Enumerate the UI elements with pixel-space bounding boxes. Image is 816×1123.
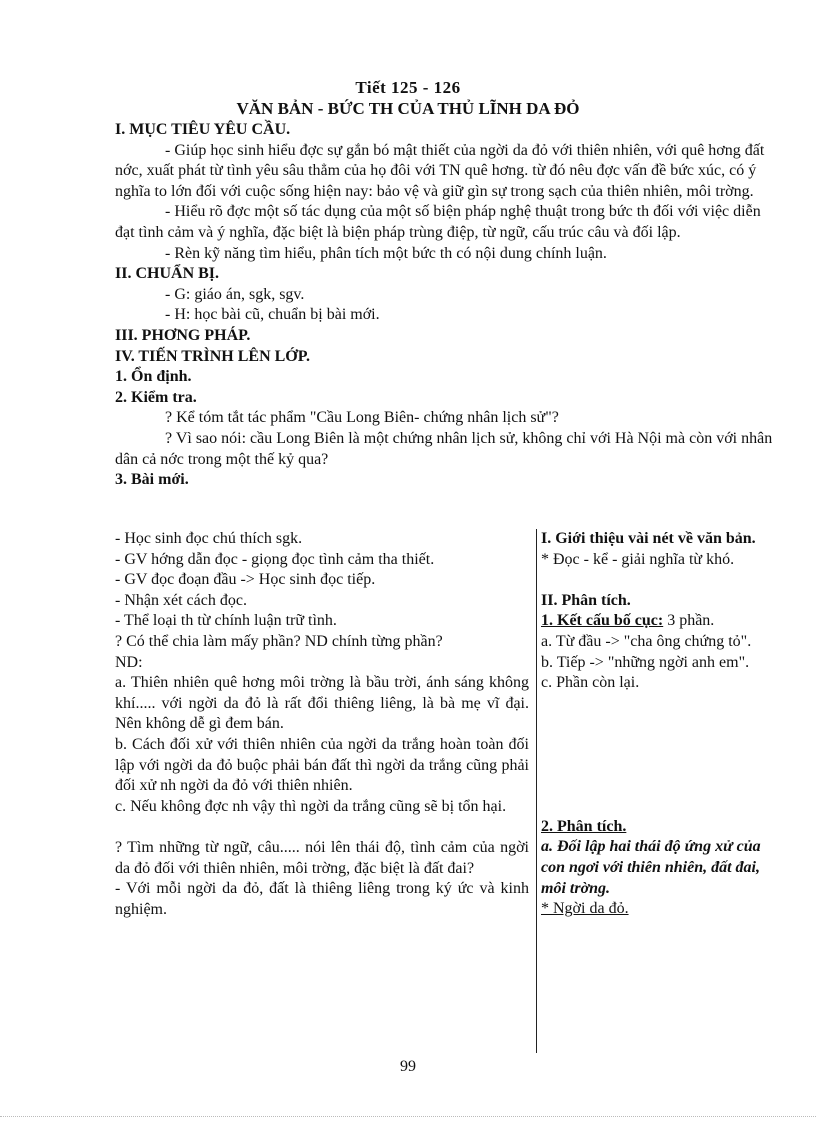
left-line: b. Cách đối xử với thiên nhiên của ngời da trắng hoàn toàn đối lập với ngời da đỏ buộc phải bán đất thì ngời da trắng cũng phải đối xử nh ngời da đỏ với thiên nhiên. — [115, 735, 529, 795]
right-line: * Ngời da đỏ. — [541, 900, 629, 918]
column-divider — [536, 529, 537, 1053]
right-line: c. Phần còn lại. — [541, 674, 640, 692]
document-body — [115, 120, 775, 491]
section-heading: I. MỤC TIÊU YÊU CẦU. — [115, 121, 291, 138]
question: ? Kể tóm tắt tác phẩm "Cầu Long Biên- chứng nhân lịch sử"? — [165, 409, 559, 427]
list-item: - G: giáo án, sgk, sgv. — [165, 285, 305, 303]
left-line: ? Tìm những từ ngữ, câu..... nói lên thái độ, tình cảm của ngời da đỏ đối với thiên nhiên, môi trờng, đặc biệt là đất đai? — [115, 838, 529, 877]
document-title: VĂN BẢN - BỨC TH CỦA THỦ LĨNH DA ĐỎ — [236, 99, 580, 118]
paragraph: - Hiểu rõ đợc một số tác dụng của một số biện pháp nghệ thuật trong bức th đối với việc diễn đạt tình cảm và ý nghĩa, đặc biệt là biện pháp trùng điệp, từ ngữ, cấu trúc câu và đối lập. — [115, 203, 761, 241]
right-line: b. Tiếp -> "những ngời anh em". — [541, 653, 750, 671]
paragraph: - Rèn kỹ năng tìm hiểu, phân tích một bức th có nội dung chính luận. — [165, 244, 607, 262]
structure-note: 3 phần. — [663, 612, 715, 630]
right-line: a. Từ đầu -> "cha ông chứng tỏ". — [541, 632, 752, 650]
subsection-heading: 2. Kiểm tra. — [115, 388, 197, 406]
section-heading: IV. TIẾN TRÌNH LÊN LỚP. — [115, 347, 311, 365]
left-line: - GV đọc đoạn đầu -> Học sinh đọc tiếp. — [115, 571, 376, 589]
page-number: 99 — [400, 1058, 416, 1075]
lesson-number: Tiết 125 - 126 — [355, 78, 461, 97]
spacer — [541, 694, 785, 817]
right-heading: II. Phân tích. — [541, 591, 631, 609]
left-line: - Học sinh đọc chú thích sgk. — [115, 530, 303, 547]
left-line: ND: — [115, 653, 143, 671]
section-heading: III. PHƠNG PHÁP. — [115, 326, 251, 344]
left-line: - Nhận xét cách đọc. — [115, 591, 247, 609]
spacer — [115, 817, 529, 838]
right-line: a. Đối lập hai thái độ ứng xử của con ngơi với thiên nhiên, đất đai, môi trờng. — [541, 838, 761, 897]
left-line: - GV hớng dẫn đọc - giọng đọc tình cảm tha thiết. — [115, 550, 435, 568]
paragraph: - Giúp học sinh hiểu đợc sự gắn bó mật thiết của ngời da đỏ với thiên nhiên, với quê hơng đất nớc, xuất phát từ tình yêu sâu thẳm của họ đôi với TN quê hơng. từ đó nêu đợc vấn đề bức xúc, có ý nghĩa to lớn đối với cuộc sống hiện nay: bảo vệ và giữ gìn sự trong sạch của thiên nhiên, môi trờng. — [115, 141, 765, 200]
left-line: a. Thiên nhiên quê hơng môi trờng là bầu trời, ánh sáng không khí..... với ngời da đỏ là rất đổi thiêng liêng, là bà mẹ vĩ đại. Nên không dễ gì đem bán. — [115, 674, 529, 733]
left-line: - Với mỗi ngời da đỏ, đất là thiêng liêng trong ký ức và kinh nghiệm. — [115, 880, 529, 918]
structure-heading: 1. Kết cấu bố cục: — [541, 612, 664, 630]
subsection-heading: 3. Bài mới. — [115, 471, 189, 489]
two-column-table — [115, 529, 785, 1053]
question: ? Vì sao nói: cầu Long Biên là một chứng nhân lịch sử, không chỉ với Hà Nội mà còn với nhân dân cả nớc trong một thế kỷ qua? — [115, 429, 773, 468]
left-line: c. Nếu không đợc nh vậy thì ngời da trắng cũng sẽ bị tổn hại. — [115, 797, 507, 815]
footer-dotted-line — [0, 1116, 816, 1117]
list-item: - H: học bài cũ, chuẩn bị bài mới. — [165, 306, 380, 324]
spacer — [541, 570, 785, 591]
left-line: ? Có thể chia làm mấy phần? ND chính từng phần? — [115, 632, 443, 650]
left-line: - Thể loại th từ chính luận trữ tình. — [115, 612, 337, 630]
subsection-heading: 1. Ổn định. — [115, 368, 192, 386]
section-heading: II. CHUẨN BỊ. — [115, 265, 220, 283]
right-line — [541, 611, 785, 632]
right-line: * Đọc - kể - giải nghĩa từ khó. — [541, 550, 735, 568]
right-column — [541, 529, 785, 920]
right-heading: I. Giới thiệu vài nét về văn bản. — [541, 530, 756, 547]
left-column — [115, 529, 529, 920]
right-heading: 2. Phân tích. — [541, 817, 627, 835]
